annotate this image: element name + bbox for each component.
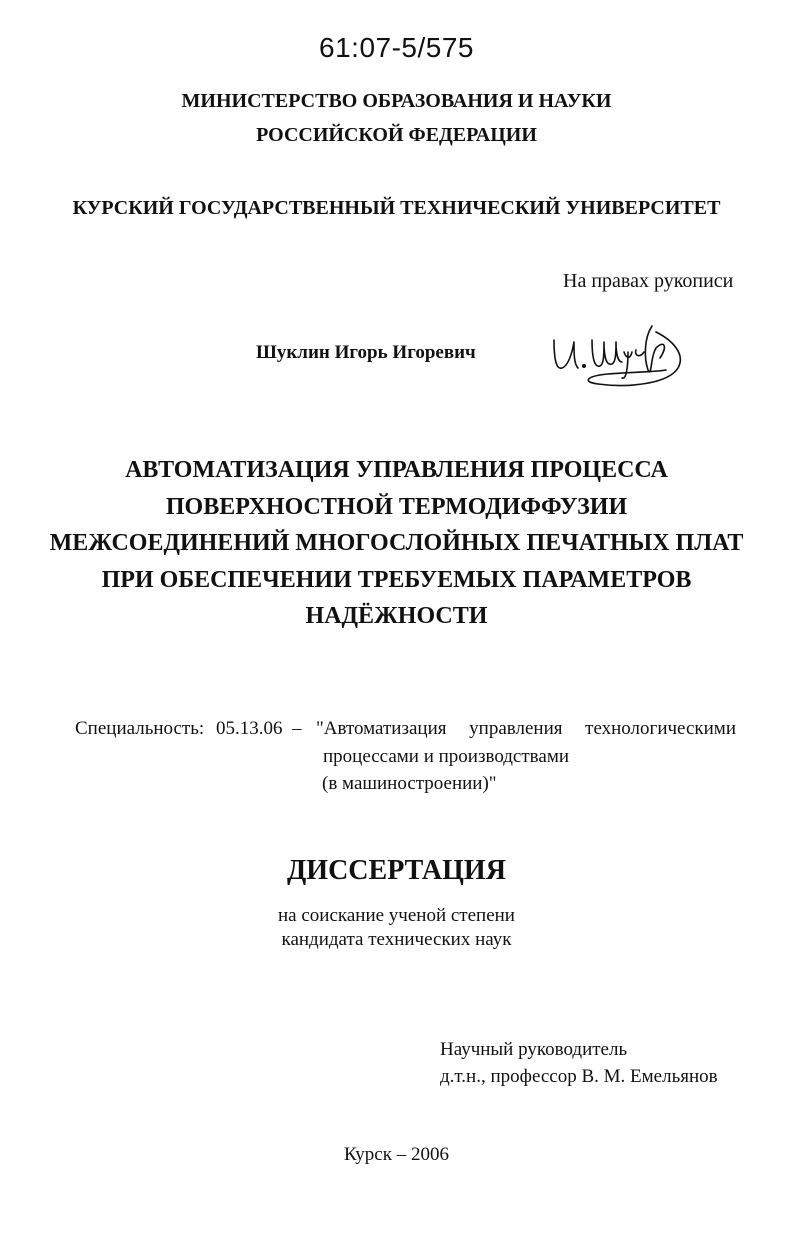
degree-line-2: кандидата технических наук [281, 929, 512, 950]
specialty-label: Специальность: [75, 718, 205, 739]
supervisor-title: Научный руководитель [440, 1039, 628, 1060]
author-name: Шуклин Игорь Игоревич [256, 342, 476, 363]
ministry-line-2: РОССИЙСКОЙ ФЕДЕРАЦИИ [256, 124, 537, 146]
specialty-name-line-1: "Автоматизация управления технологическими [316, 718, 736, 739]
dissertation-title [0, 452, 793, 635]
university-name: КУРСКИЙ ГОСУДАРСТВЕННЫЙ ТЕХНИЧЕСКИЙ УНИВЕРСИТЕТ [72, 197, 721, 219]
city-year: Курск – 2006 [344, 1144, 449, 1165]
specialty-dash: – [292, 718, 302, 739]
specialty-code: 05.13.06 [216, 718, 283, 739]
title-line-4: ПРИ ОБЕСПЕЧЕНИИ ТРЕБУЕМЫХ ПАРАМЕТРОВ [101, 566, 692, 593]
degree-line-1: на соискание ученой степени [278, 905, 515, 926]
archive-code: 61:07-5/575 [319, 32, 474, 63]
signature-icon [548, 318, 698, 398]
specialty-name-line-3: (в машиностроении)" [322, 773, 497, 794]
title-line-5: НАДЁЖНОСТИ [305, 603, 488, 629]
title-line-2: ПОВЕРХНОСТНОЙ ТЕРМОДИФФУЗИИ [165, 493, 628, 520]
supervisor-name: д.т.н., профессор В. М. Емельянов [440, 1066, 718, 1087]
title-line-1: АВТОМАТИЗАЦИЯ УПРАВЛЕНИЯ ПРОЦЕССА [125, 457, 668, 483]
specialty-name-line-2: процессами и производствами [323, 746, 570, 767]
manuscript-rights: На правах рукописи [563, 270, 734, 292]
document-type: ДИССЕРТАЦИЯ [287, 855, 506, 886]
ministry-heading [0, 84, 793, 152]
ministry-line-1: МИНИСТЕРСТВО ОБРАЗОВАНИЯ И НАУКИ [181, 90, 612, 112]
title-line-3: МЕЖСОЕДИНЕНИЙ МНОГОСЛОЙНЫХ ПЕЧАТНЫХ ПЛАТ [49, 530, 744, 556]
